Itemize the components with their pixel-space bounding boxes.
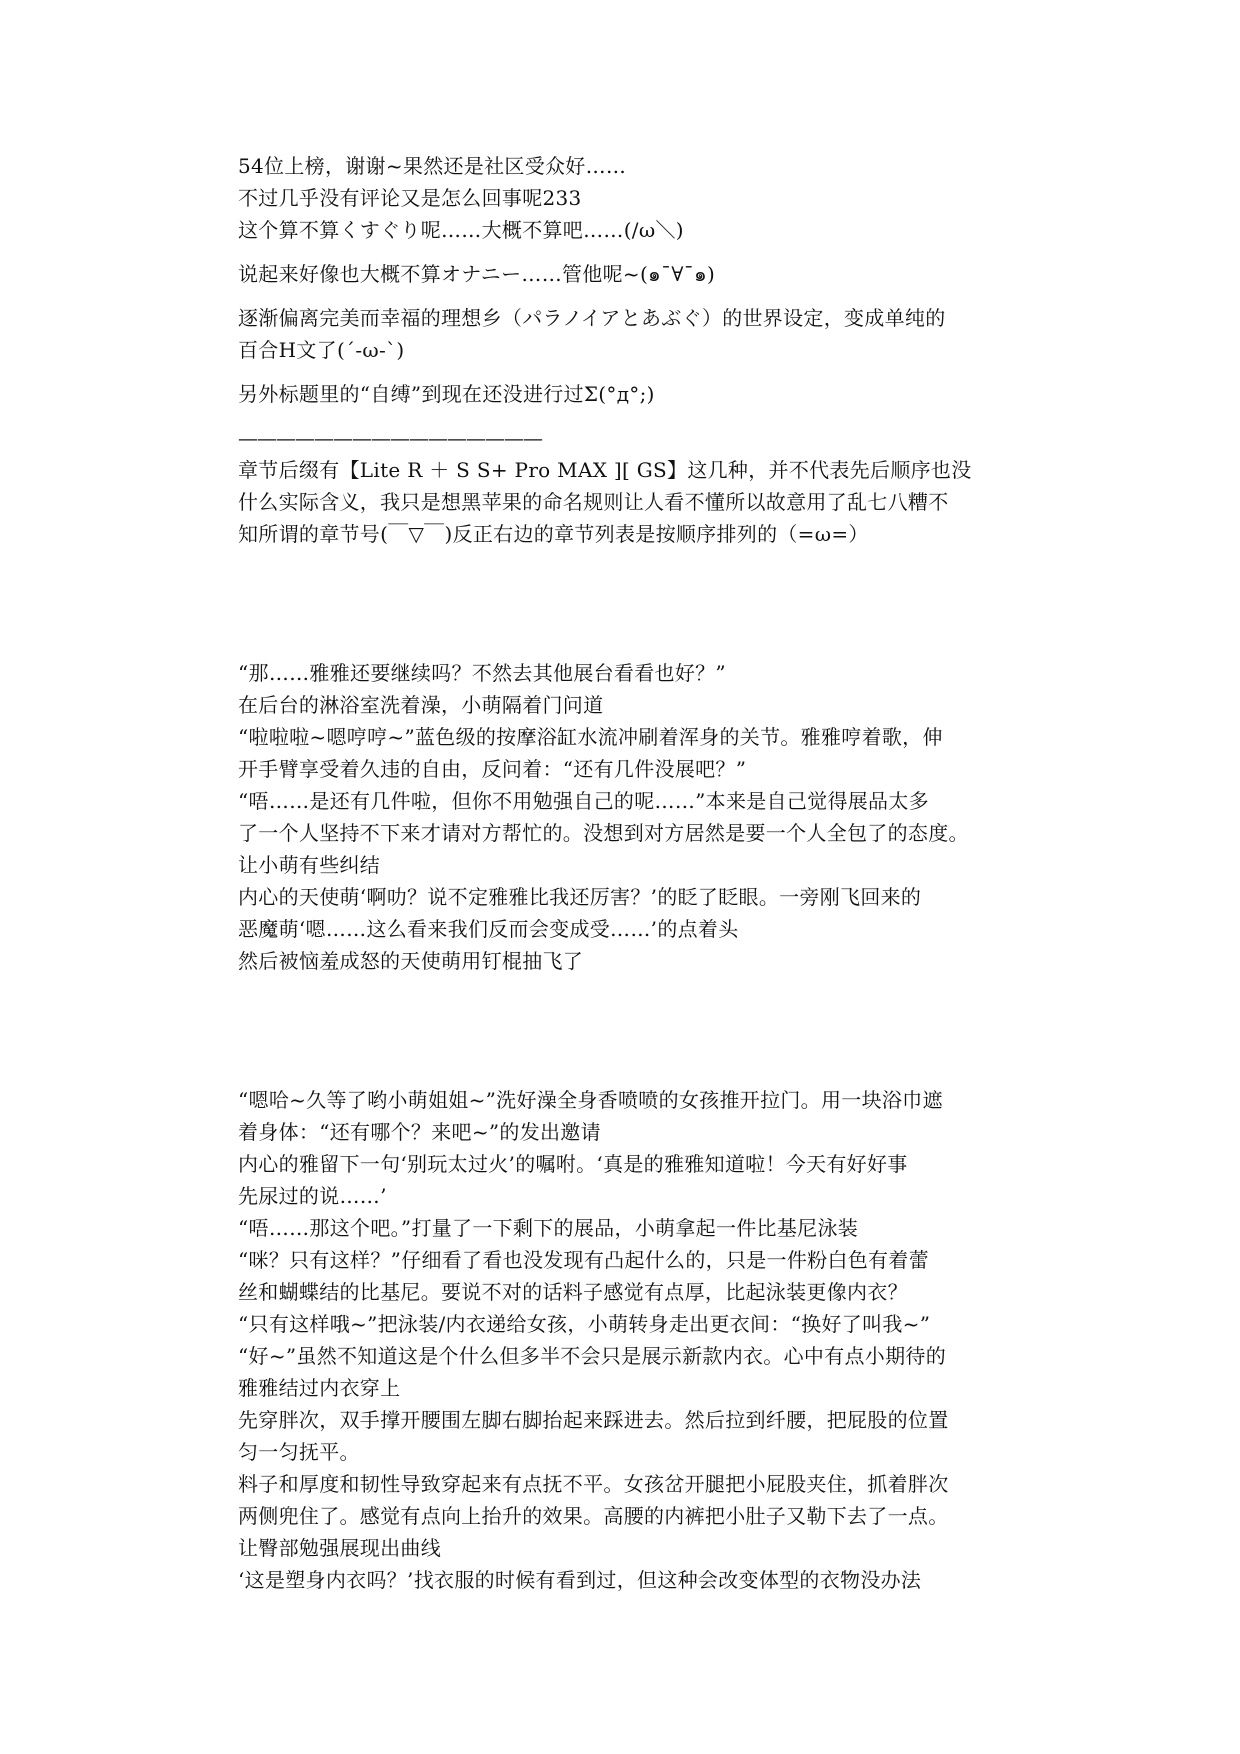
story-line: 了一个人坚持不下来才请对方帮忙的。没想到对方居然是要一个人全包了的态度。: [238, 821, 969, 845]
story-line: 让小萌有些纠结: [238, 853, 381, 877]
story-line: 雅雅结过内衣穿上: [238, 1376, 401, 1400]
story-line: 开手臂享受着久违的自由，反问着：“还有几件没展吧？”: [238, 757, 747, 781]
story-line: “只有这样哦~”把泳装/内衣递给女孩，小萌转身走出更衣间：“换好了叫我~”: [238, 1312, 931, 1336]
note-line: 说起来好像也大概不算オナニー……管他呢~(๑¯∀¯๑): [238, 262, 716, 286]
story-line: 匀一匀抚平。: [238, 1440, 360, 1464]
story-section-1: [238, 657, 1010, 977]
story-line: 在后台的淋浴室洗着澡，小萌隔着门问道: [238, 693, 604, 717]
story-line: 让臀部勉强展现出曲线: [238, 1536, 441, 1560]
note-line: 54位上榜，谢谢~果然还是社区受众好……: [238, 154, 627, 178]
story-line: 恶魔萌‘嗯……这么看来我们反而会变成受……’的点着头: [238, 917, 739, 941]
document-page: [238, 150, 1010, 1596]
story-line: ‘这是塑身内衣吗？’找衣服的时候有看到过，但这种会改变体型的衣物没办法: [238, 1568, 922, 1592]
story-line: “好~”虽然不知道这是个什么但多半不会只是展示新款内衣。心中有点小期待的: [238, 1344, 947, 1368]
story-line: “啦啦啦~嗯哼哼~”蓝色级的按摩浴缸水流冲刷着浑身的关节。雅雅哼着歌，伸: [238, 725, 943, 749]
separator-rule: ————————————————: [238, 426, 542, 450]
note-line: 这个算不算くすぐり呢……大概不算吧……(/ω＼): [238, 218, 684, 242]
chapter-suffix-note: 章节后缀有【Lite R ＋ S S+ Pro MAX ][ GS】这几种，并不代表先后顺序也没: [238, 458, 972, 482]
story-line: 着身体：“还有哪个？来吧~”的发出邀请: [238, 1120, 601, 1144]
story-line: 然后被恼羞成怒的天使萌用钉棍抽飞了: [238, 949, 584, 973]
note-line: 逐渐偏离完美而幸福的理想乡（パラノイアとあぶぐ）的世界设定，变成单纯的: [238, 306, 946, 330]
story-line: 内心的天使萌‘啊叻？说不定雅雅比我还厉害？’的眨了眨眼。一旁刚飞回来的: [238, 885, 922, 909]
note-line: 不过几乎没有评论又是怎么回事呢233: [238, 186, 582, 210]
story-line: “唔……是还有几件啦，但你不用勉强自己的呢……”本来是自己觉得展品太多: [238, 789, 929, 813]
story-section-2: [238, 1084, 1010, 1596]
story-line: 先穿胖次，双手撑开腰围左脚右脚抬起来踩进去。然后拉到纤腰，把屁股的位置: [238, 1408, 949, 1432]
story-line: “咪？只有这样？”仔细看了看也没发现有凸起什么的，只是一件粉白色有着蕾: [238, 1248, 929, 1272]
story-line: 内心的雅留下一句‘别玩太过火’的嘱咐。‘真是的雅雅知道啦！今天有好好事: [238, 1152, 908, 1176]
author-notes: [238, 150, 1010, 550]
story-line: “那……雅雅还要继续吗？不然去其他展台看看也好？”: [238, 661, 726, 685]
story-line: 两侧兜住了。感觉有点向上抬升的效果。高腰的内裤把小肚子又勒下去了一点。: [238, 1504, 949, 1528]
story-line: 丝和蝴蝶结的比基尼。要说不对的话料子感觉有点厚，比起泳装更像内衣？: [238, 1280, 908, 1304]
story-line: “嗯哈~久等了哟小萌姐姐~”洗好澡全身香喷喷的女孩推开拉门。用一块浴巾遮: [238, 1088, 943, 1112]
story-line: 料子和厚度和韧性导致穿起来有点抚不平。女孩岔开腿把小屁股夹住，抓着胖次: [238, 1472, 949, 1496]
story-line: “唔……那这个吧。”打量了一下剩下的展品，小萌拿起一件比基尼泳装: [238, 1216, 859, 1240]
chapter-suffix-note: 什么实际含义，我只是想黑苹果的命名规则让人看不懂所以故意用了乱七八糟不: [238, 490, 949, 514]
story-line: 先尿过的说……’: [238, 1184, 387, 1208]
note-line: 另外标题里的“自缚”到现在还没进行过Σ(°д°;): [238, 382, 655, 406]
chapter-suffix-note: 知所谓的章节号(￣▽￣)反正右边的章节列表是按顺序排列的（=ω=）: [238, 522, 869, 546]
note-line: 百合H文了(´-ω-`): [238, 338, 405, 362]
